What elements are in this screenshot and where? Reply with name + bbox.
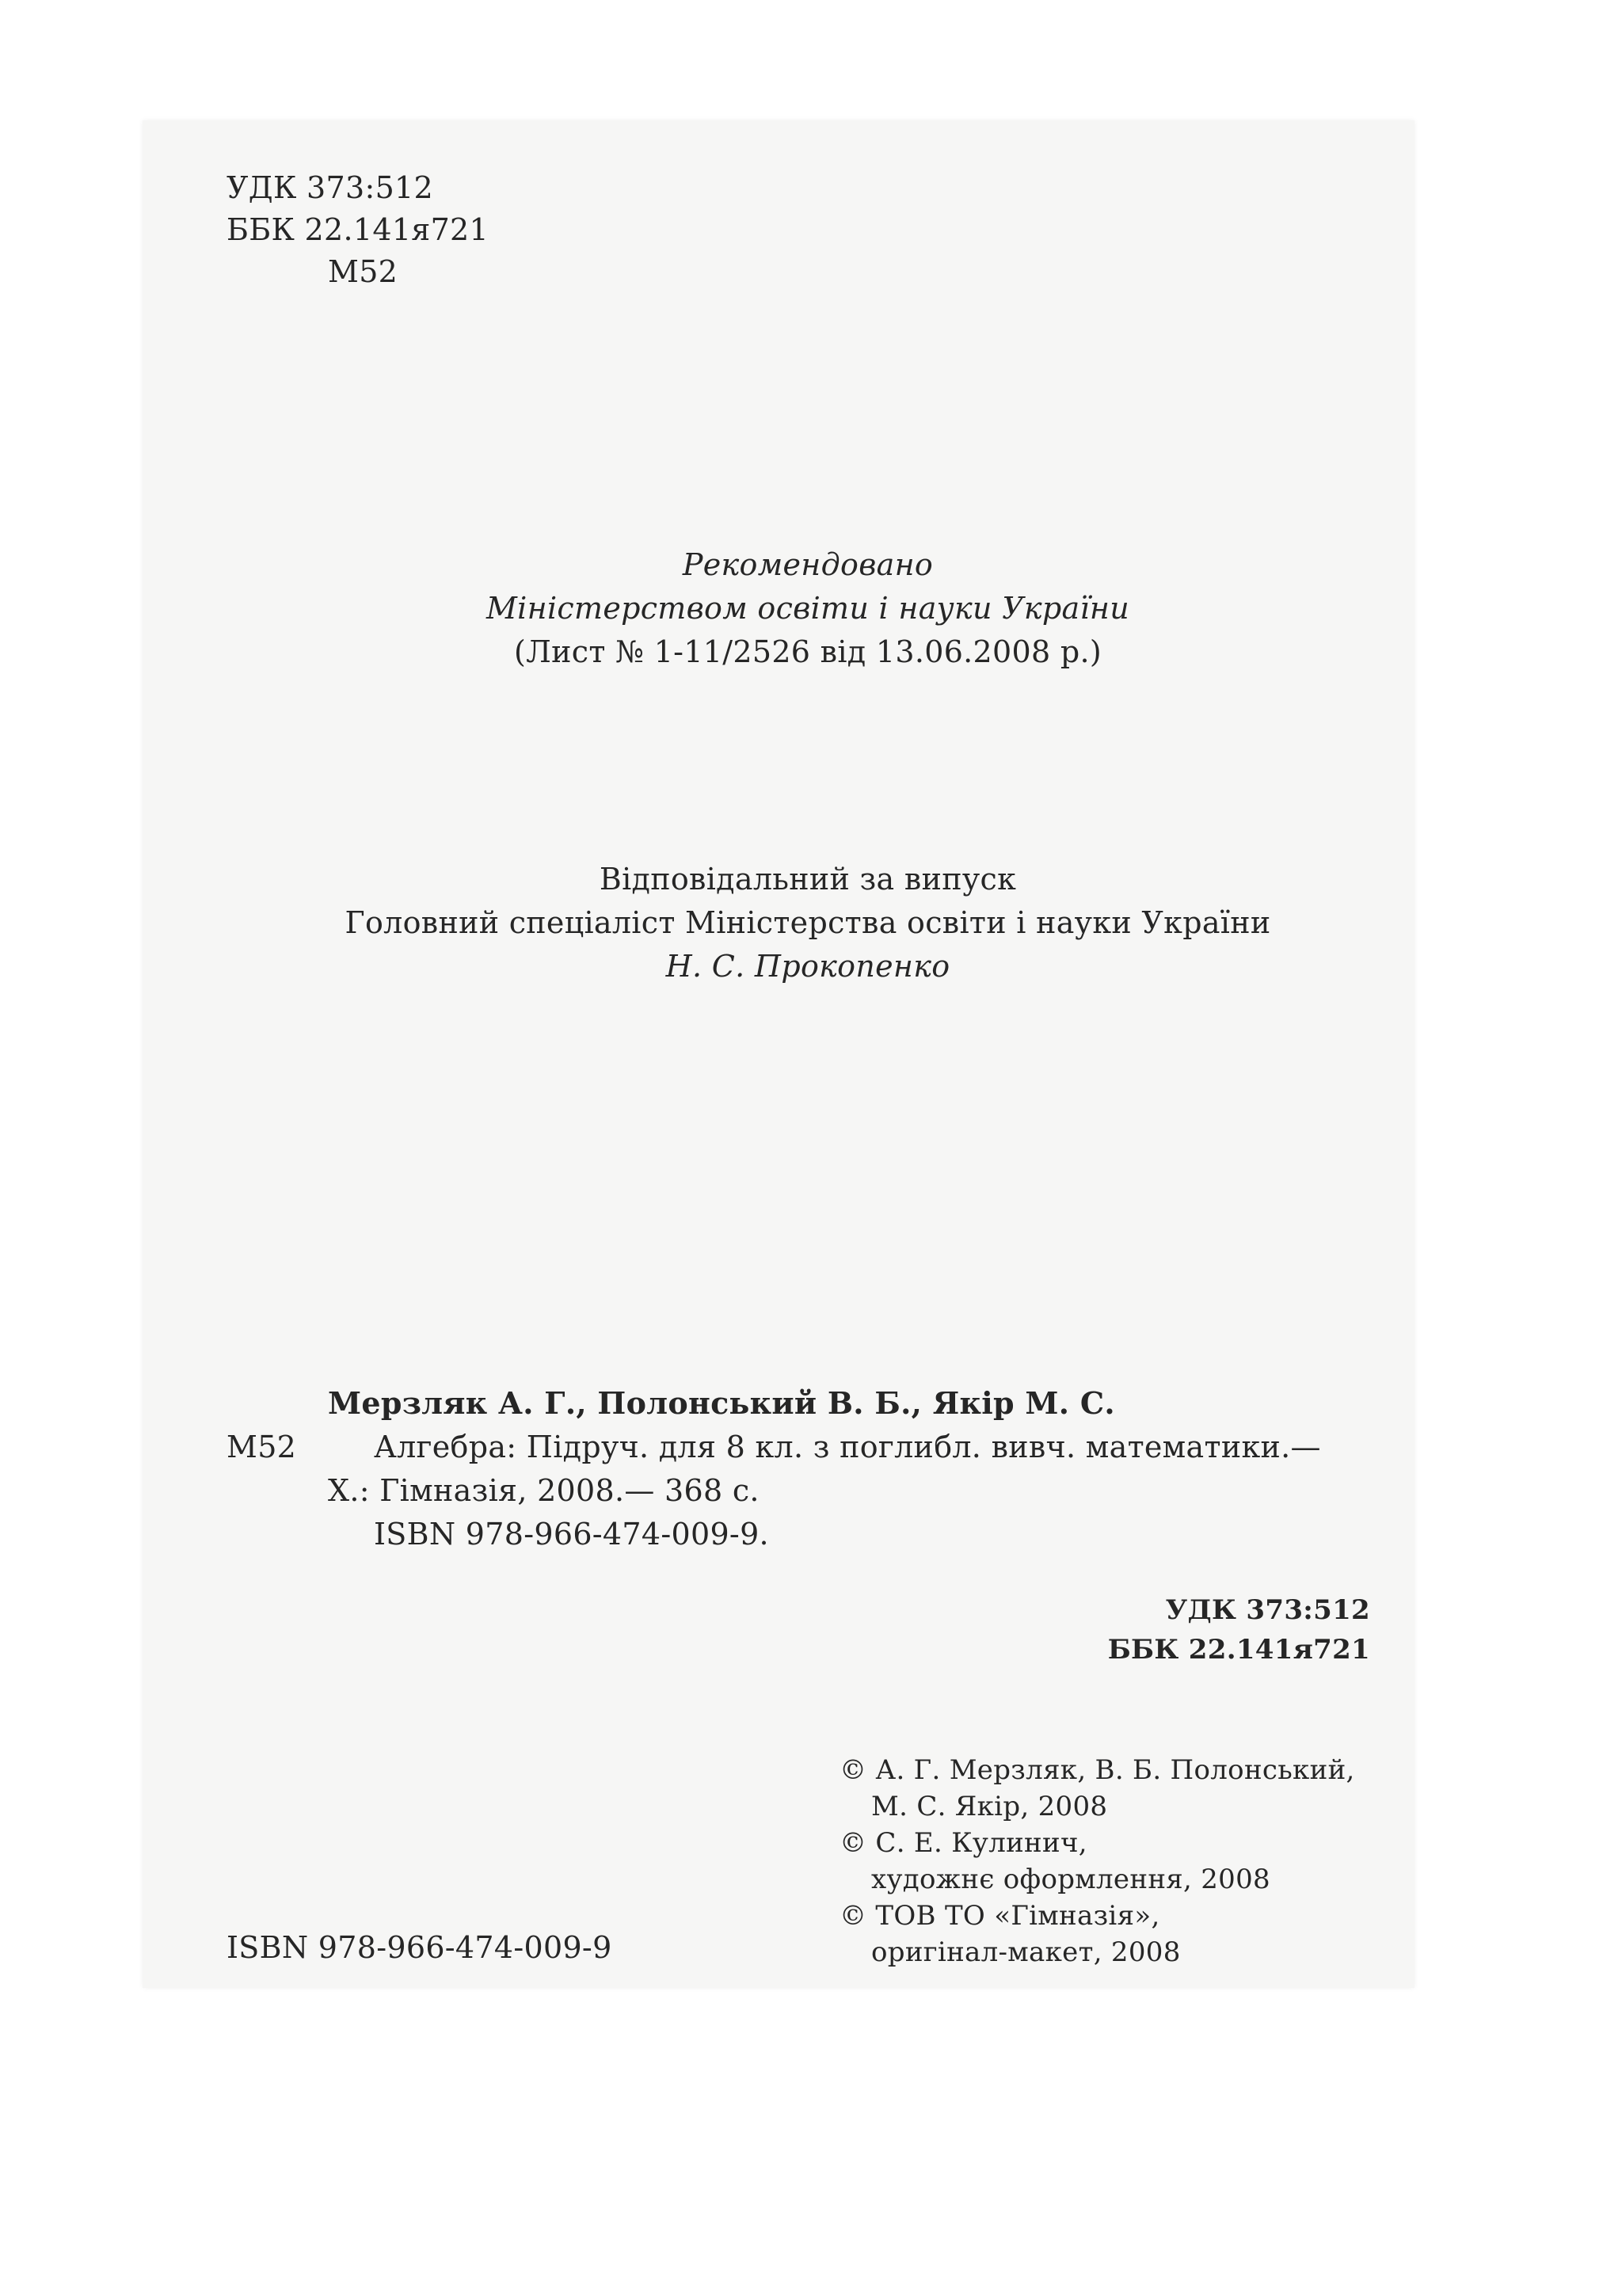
biblio-authors: Мерзляк А. Г., Полонський В. Б., Якір М. С. xyxy=(328,1385,1115,1421)
copyright-authors-year: М. С. Якір, 2008 xyxy=(871,1791,1108,1822)
classification-bbk: ББК 22.141я721 xyxy=(1107,1634,1370,1666)
responsible-title: Відповідальний за випуск xyxy=(599,862,1017,897)
header-bbk: ББК 22.141я721 xyxy=(227,212,489,247)
copyright-publisher: © ТОВ ТО «Гімназія», xyxy=(840,1900,1160,1932)
biblio-title: Алгебра: Підруч. для 8 кл. з поглибл. вивч. математики.— xyxy=(374,1430,1321,1464)
footer-isbn: ISBN 978-966-474-009-9 xyxy=(227,1930,612,1965)
page-sheet xyxy=(143,120,1414,1988)
biblio-publisher: Х.: Гімназія, 2008.— 368 с. xyxy=(328,1473,760,1508)
recommendation-title: Рекомендовано xyxy=(682,547,934,582)
recommendation-letter: (Лист № 1-11/2526 від 13.06.2008 р.) xyxy=(514,634,1102,669)
responsible-position: Головний спеціаліст Міністерства освіти і науки України xyxy=(345,905,1271,940)
header-author-code: М52 xyxy=(328,254,398,289)
copyright-authors: © А. Г. Мерзляк, В. Б. Полонський, xyxy=(840,1754,1355,1786)
copyright-artist-role: художнє оформлення, 2008 xyxy=(871,1864,1270,1895)
classification-udk: УДК 373:512 xyxy=(1165,1594,1370,1626)
copyright-publisher-role: оригінал-макет, 2008 xyxy=(871,1936,1181,1968)
biblio-isbn: ISBN 978-966-474-009-9. xyxy=(374,1517,769,1552)
responsible-name: Н. С. Прокопенко xyxy=(665,949,950,984)
recommendation-ministry: Міністерством освіти і науки України xyxy=(485,591,1130,626)
copyright-artist: © С. Е. Кулинич, xyxy=(840,1827,1087,1859)
header-udk: УДК 373:512 xyxy=(227,170,434,205)
biblio-code: М52 xyxy=(227,1430,297,1464)
